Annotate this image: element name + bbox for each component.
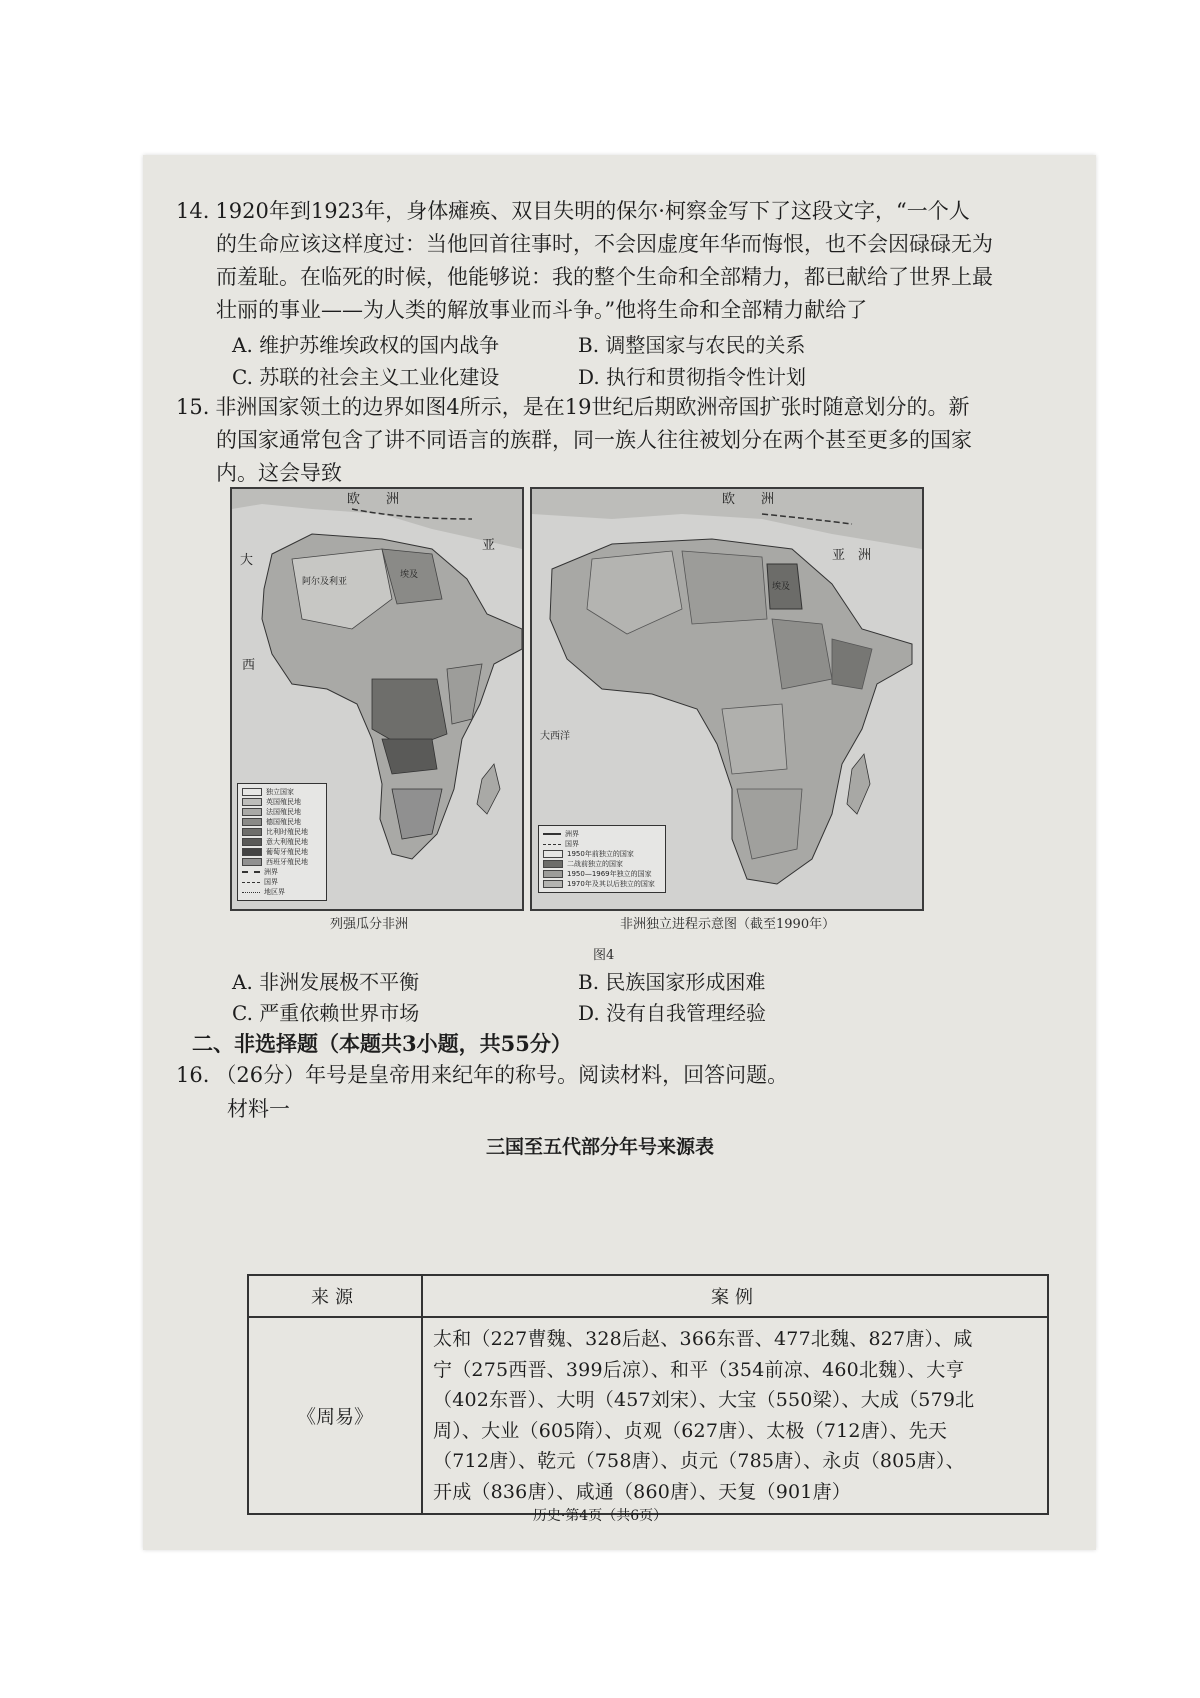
- question-number: 15.: [176, 395, 210, 419]
- legend-item: 1950—1969年独立的国家: [543, 869, 661, 879]
- question-text-line: 的国家通常包含了讲不同语言的族群，同一族人往往被划分在两个甚至更多的国家: [216, 428, 972, 452]
- era-name-source-table: [247, 1274, 1049, 1515]
- legend-item: 国界: [543, 839, 661, 849]
- question-number: 14.: [176, 199, 210, 223]
- question-text-line: 内。这会导致: [216, 461, 342, 485]
- option-c: C. 苏联的社会主义工业化建设: [232, 365, 500, 389]
- example-line: 周）、大业（605隋）、贞观（627唐）、太极（712唐）、先天: [433, 1419, 948, 1442]
- option-a: A. 非洲发展极不平衡: [232, 970, 420, 994]
- example-line: 太和（227曹魏、328后赵、366东晋、477北魏、827唐）、咸: [433, 1328, 973, 1350]
- question-text-line: 而羞耻。在临死的时候，他能够说：我的整个生命和全部精力，都已献给了世界上最: [216, 265, 993, 289]
- option-c: C. 严重依赖世界市场: [232, 1001, 420, 1025]
- table-row: [248, 1317, 1048, 1514]
- option-a: A. 维护苏维埃政权的国内战争: [232, 333, 500, 357]
- option-b: B. 民族国家形成困难: [578, 970, 766, 994]
- legend-item: 1950年前独立的国家: [543, 849, 661, 859]
- legend-item: 法国殖民地: [242, 807, 322, 817]
- example-line: 宁（275西晋、399后凉）、和平（354前凉、460北魏）、大亨: [433, 1358, 965, 1381]
- map-label-europe: 欧 洲: [347, 492, 400, 507]
- question-text-line: 的生命应该这样度过：当他回首往事时，不会因虚度年华而悔恨，也不会因碌碌无为: [216, 232, 993, 256]
- example-line: （712唐）、乾元（758唐）、贞元（785唐）、永贞（805唐）、: [433, 1450, 965, 1472]
- map-label-egypt: 埃及: [400, 570, 419, 580]
- map-label-asia: 亚 洲: [832, 548, 872, 563]
- material-label: 材料一: [227, 1097, 290, 1121]
- legend-item: 德国殖民地: [242, 817, 322, 827]
- legend-item: 国界: [242, 877, 322, 887]
- map-independence-process: [530, 487, 924, 911]
- legend-item: 意大利殖民地: [242, 837, 322, 847]
- page-footer: 历史·第4页（共6页）: [532, 1508, 668, 1524]
- example-line: （402东晋）、大明（457刘宋）、大宝（550梁）、大成（579北: [433, 1389, 975, 1411]
- map-label-europe: 欧 洲: [722, 492, 775, 507]
- map-label-egypt: 埃及: [772, 582, 791, 592]
- legend-item: 英国殖民地: [242, 797, 322, 807]
- map-legend: [538, 825, 666, 893]
- table-header-row: [248, 1275, 1048, 1317]
- example-line: 开成（836唐）、咸通（860唐）、天复（901唐）: [433, 1480, 851, 1503]
- map-caption: 列强瓜分非洲: [330, 917, 409, 932]
- legend-item: 西班牙殖民地: [242, 857, 322, 867]
- map-colonial-partition: [230, 487, 524, 911]
- legend-item: 地区界: [242, 887, 322, 897]
- table-header-cell: 案例: [422, 1275, 1048, 1317]
- question-text-line: 1920年到1923年，身体瘫痪、双目失明的保尔·柯察金写下了这段文字，“一个人: [215, 199, 970, 223]
- map-label-ocean: 大: [240, 553, 254, 568]
- question-number: 16.: [176, 1063, 210, 1087]
- question-text-line: 壮丽的事业——为人类的解放事业而斗争。”他将生命和全部精力献给了: [216, 298, 868, 322]
- section-heading: 二、非选择题（本题共3小题，共55分）: [192, 1031, 572, 1056]
- legend-item: 洲界: [242, 867, 322, 877]
- table-cell-examples: [422, 1317, 1048, 1514]
- option-d: D. 执行和贯彻指令性计划: [578, 365, 807, 389]
- legend-item: 二战前独立的国家: [543, 859, 661, 869]
- legend-item: 1970年及其以后独立的国家: [543, 879, 661, 889]
- map-label-algeria: 阿尔及利亚: [302, 577, 348, 587]
- figure-label: 图4: [593, 948, 615, 963]
- legend-item: 比利时殖民地: [242, 827, 322, 837]
- table-title: 三国至五代部分年号来源表: [485, 1136, 714, 1158]
- legend-item: 洲界: [543, 829, 661, 839]
- table-header-cell: 来源: [248, 1275, 422, 1317]
- map-label-asia: 亚: [482, 538, 496, 553]
- map-label-ocean: 大西洋: [540, 731, 570, 742]
- legend-item: 独立国家: [242, 787, 322, 797]
- question-text-line: 非洲国家领土的边界如图4所示，是在19世纪后期欧洲帝国扩张时随意划分的。新: [215, 395, 970, 419]
- map-legend: [237, 783, 327, 901]
- table-cell-source: 《周易》: [248, 1317, 422, 1514]
- question-text: （26分）年号是皇帝用来纪年的称号。阅读材料，回答问题。: [215, 1063, 789, 1087]
- option-b: B. 调整国家与农民的关系: [578, 333, 806, 357]
- map-label-ocean: 西: [242, 658, 256, 673]
- legend-item: 葡萄牙殖民地: [242, 847, 322, 857]
- option-d: D. 没有自我管理经验: [578, 1001, 767, 1025]
- map-caption: 非洲独立进程示意图（截至1990年）: [620, 917, 836, 932]
